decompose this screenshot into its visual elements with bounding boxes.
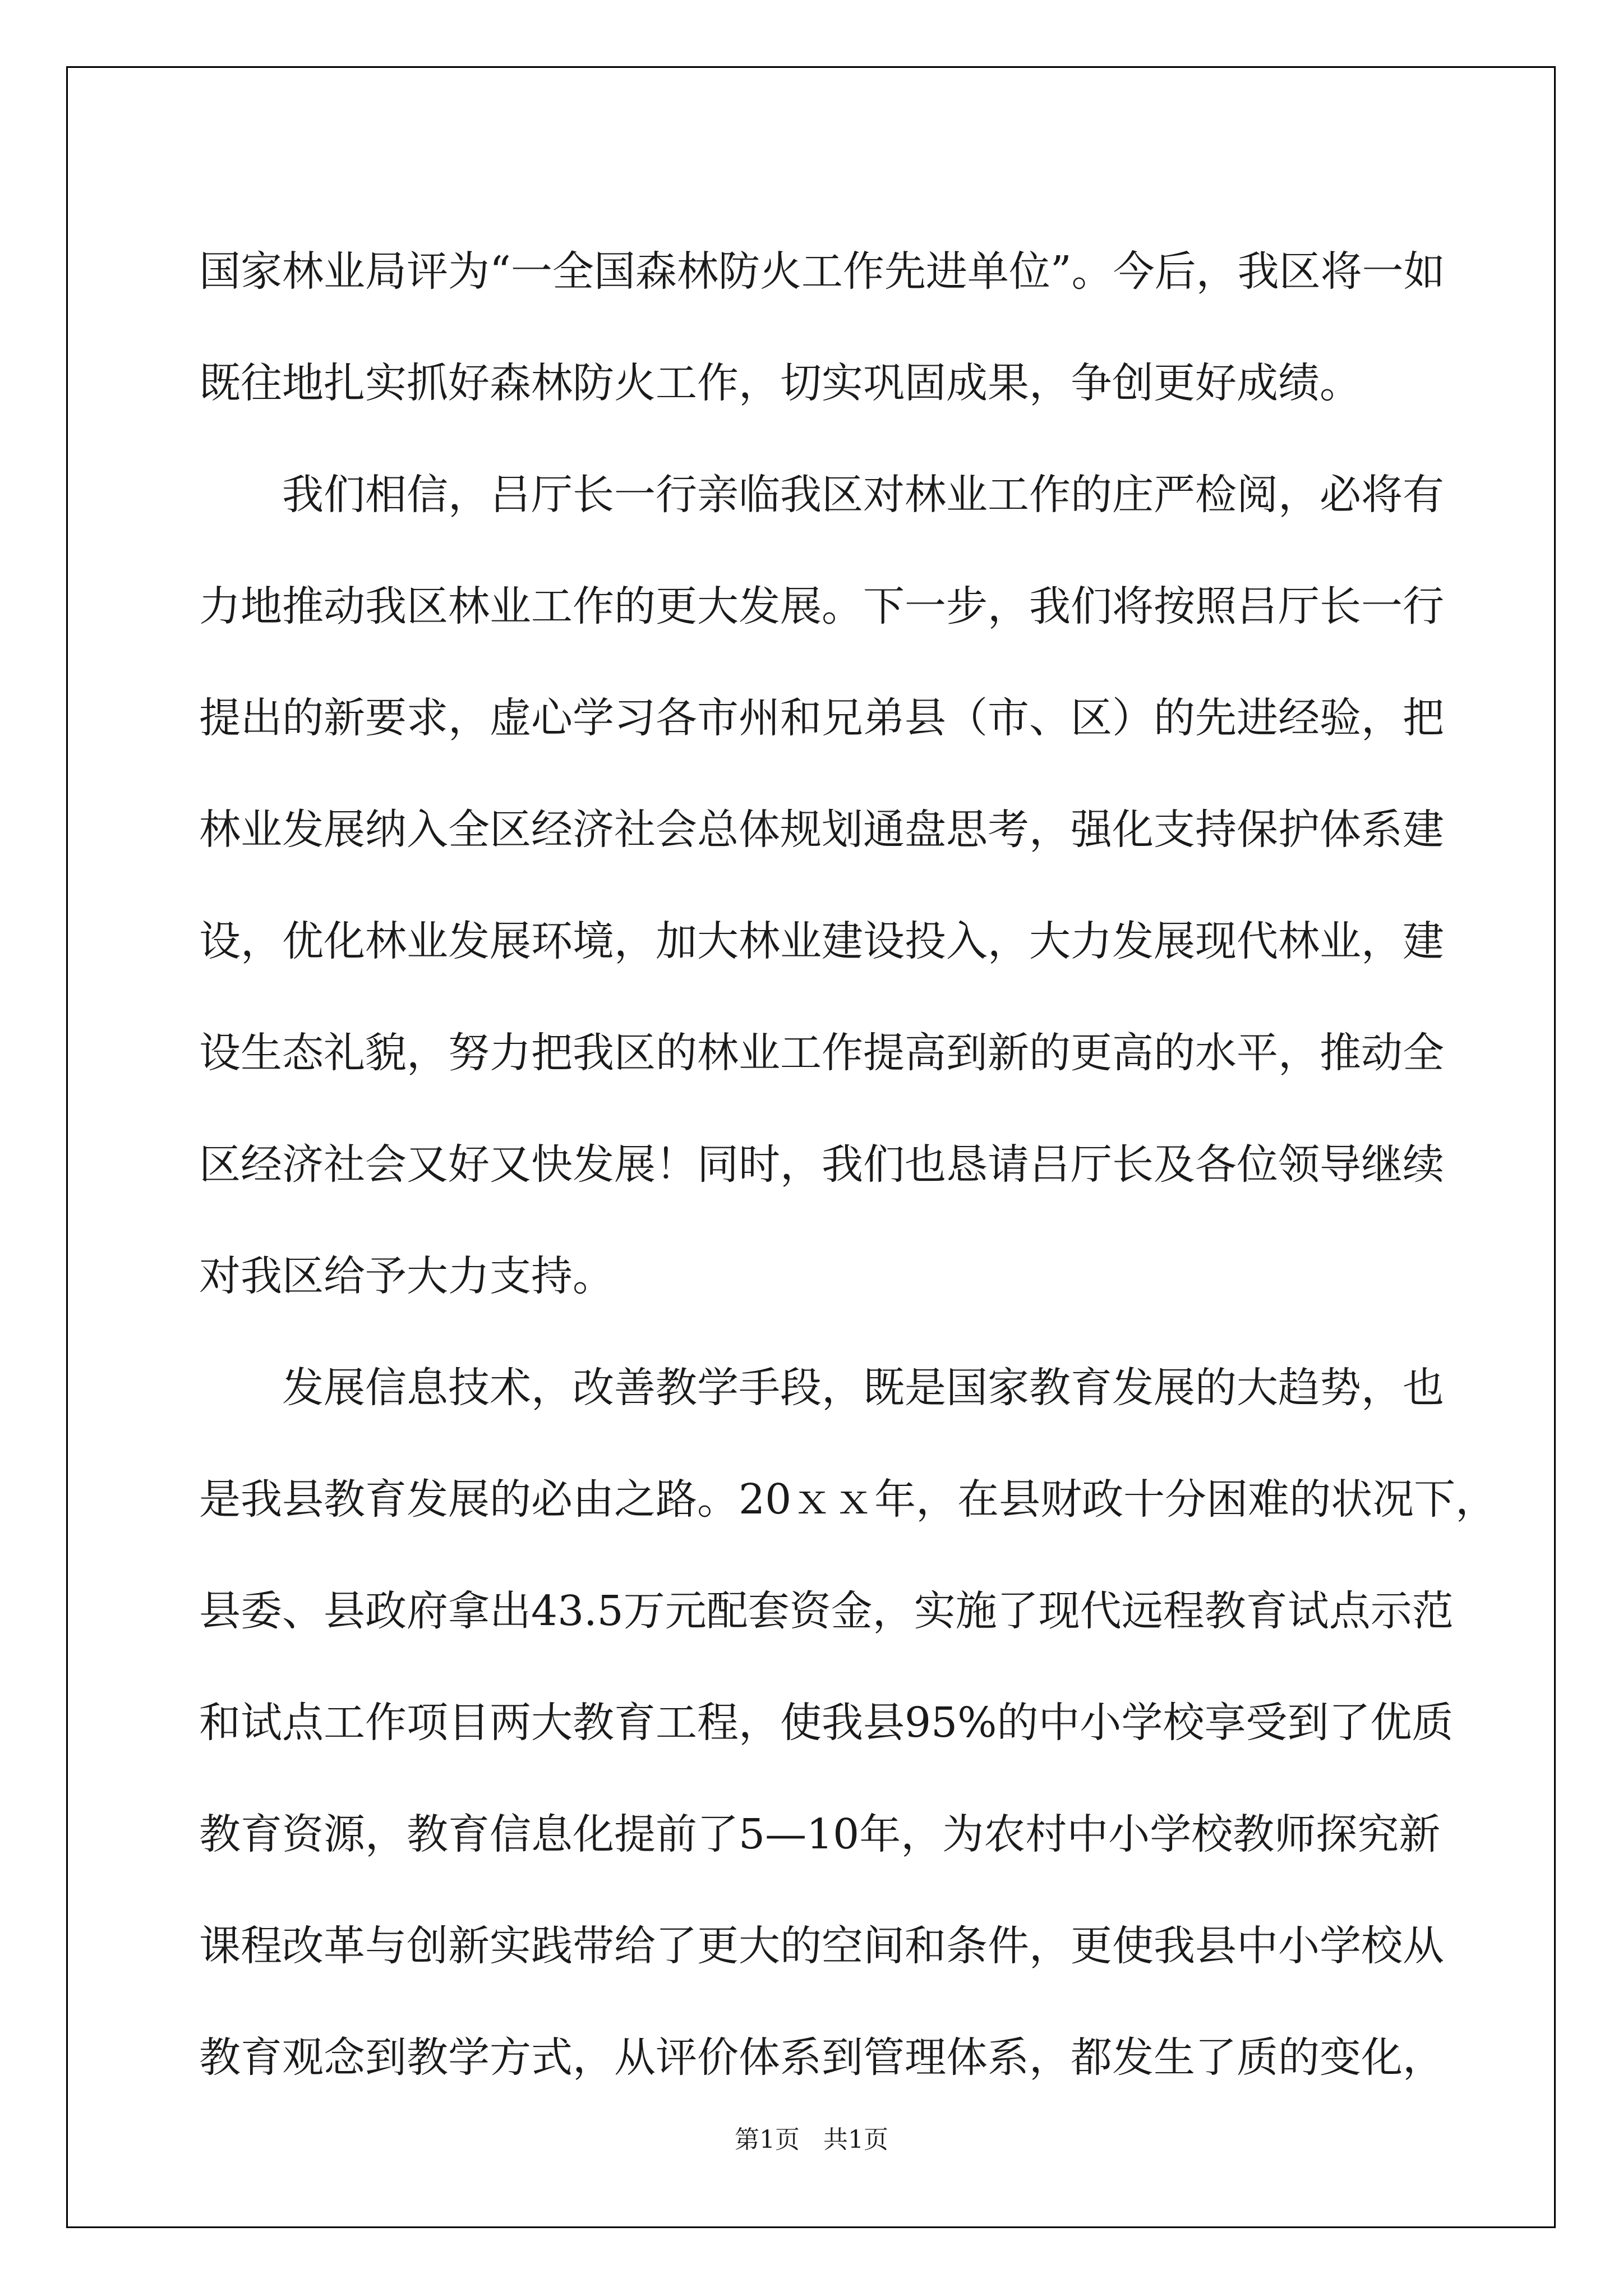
page-footer: 第1页 共1页 bbox=[735, 2125, 888, 2154]
text-line: 提出的新要求，虚心学习各市州和兄弟县（市、区）的先进经验，把 bbox=[199, 694, 1444, 742]
text-line: 设，优化林业发展环境，加大林业建设投入，大力发展现代林业，建 bbox=[199, 917, 1444, 965]
text-line: 和试点工作项目两大教育工程，使我县95%的中小学校享受到了优质 bbox=[199, 1699, 1454, 1747]
text-line: 我们相信，吕厅长一行亲临我区对林业工作的庄严检阅，必将有 bbox=[282, 471, 1444, 519]
text-line: 既往地扎实抓好森林防火工作，切实巩固成果，争创更好成绩。 bbox=[199, 359, 1361, 407]
text-line: 教育观念到教学方式，从评价体系到管理体系，都发生了质的变化， bbox=[199, 2033, 1444, 2082]
document-body bbox=[199, 216, 1497, 2114]
text-line: 区经济社会又好又快发展！同时，我们也恳请吕厅长及各位领导继续 bbox=[199, 1140, 1444, 1189]
text-line: 林业发展纳入全区经济社会总体规划通盘思考，强化支持保护体系建 bbox=[199, 806, 1444, 854]
text-line: 对我区给予大力支持。 bbox=[199, 1252, 614, 1300]
text-line: 发展信息技术，改善教学手段，既是国家教育发展的大趋势，也 bbox=[282, 1364, 1444, 1412]
text-line: 设生态礼貌，努力把我区的林业工作提高到新的更高的水平，推动全 bbox=[199, 1029, 1444, 1077]
text-line: 力地推动我区林业工作的更大发展。下一步，我们将按照吕厅长一行 bbox=[199, 582, 1444, 631]
text-line: 是我县教育发展的必由之路。20ｘｘ年，在县财政十分困难的状况下， bbox=[199, 1475, 1497, 1524]
text-line: 县委、县政府拿出43.5万元配套资金，实施了现代远程教育试点示范 bbox=[199, 1587, 1454, 1635]
text-line: 教育资源，教育信息化提前了5—10年，为农村中小学校教师探究新 bbox=[199, 1810, 1441, 1858]
text-line: 课程改革与创新实践带给了更大的空间和条件，更使我县中小学校从 bbox=[199, 1922, 1444, 1970]
text-line: 国家林业局评为“一全国森林防火工作先进单位”。今后，我区将一如 bbox=[199, 247, 1445, 296]
